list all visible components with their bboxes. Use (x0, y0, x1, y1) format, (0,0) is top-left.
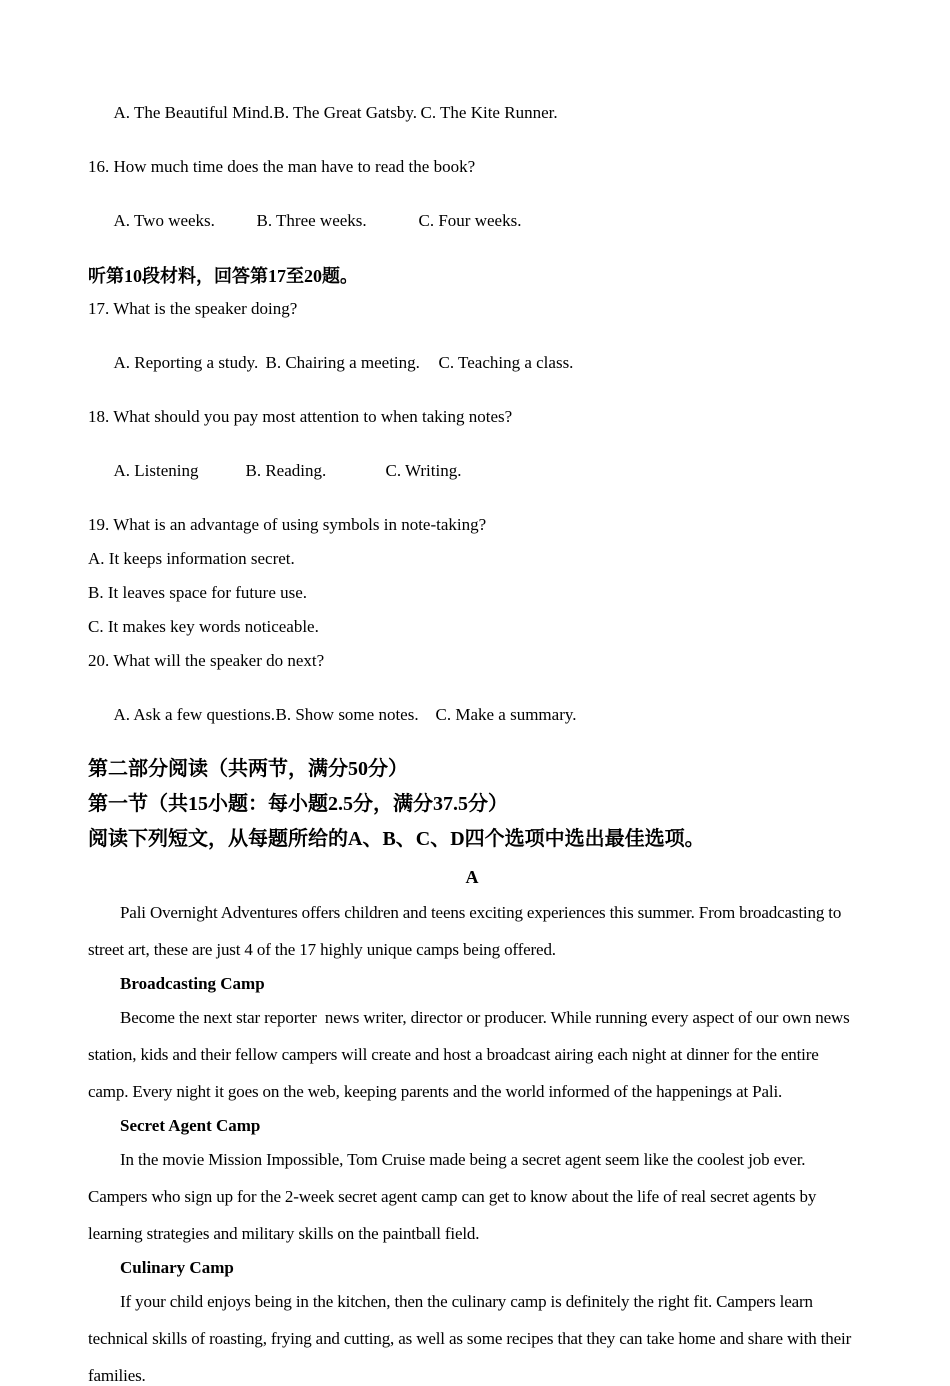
passage-a-label: A (465, 867, 479, 887)
reading-part-heading: 第二部分阅读（共两节，满分50分） (88, 758, 408, 780)
q19-option-c: C. It makes key words noticeable. (88, 617, 319, 636)
secret-agent-line-3: learning strategies and military skills on the paintball field. (88, 1224, 480, 1243)
q20-text: 20. What will the speaker do next? (88, 651, 325, 670)
secret-agent-line-2: Campers who sign up for the 2-week secret agent camp can get to know about the life of real secret agents by (88, 1187, 817, 1206)
q20-options-line (88, 685, 856, 745)
q16-option-c: C. Four weeks. (418, 211, 522, 230)
broadcasting-line-2: station, kids and their fellow campers will create and host a broadcast airing each night at dinner for the entire (88, 1045, 819, 1064)
q16-option-a: A. Two weeks. (113, 211, 215, 230)
q15-option-a: A. The Beautiful Mind. (113, 103, 274, 122)
q16-options-line (88, 191, 856, 251)
culinary-line-1: If your child enjoys being in the kitchen, then the culinary camp is definitely the right fit. Campers learn (120, 1292, 813, 1311)
secret-agent-line-1: In the movie Mission Impossible, Tom Cruise made being a secret agent seem like the coolest job ever. (120, 1150, 806, 1169)
q19-text: 19. What is an advantage of using symbols in note-taking? (88, 515, 487, 534)
camp-title-secret-agent: Secret Agent Camp (120, 1116, 261, 1135)
q17-text: 17. What is the speaker doing? (88, 299, 298, 318)
broadcasting-line-1: Become the next star reporter news writer, director or producer. While running every aspect of our own news (120, 1008, 850, 1027)
q15-option-c: C. The Kite Runner. (420, 103, 558, 122)
q20-option-a: A. Ask a few questions. (113, 705, 275, 724)
q18-options-line (88, 441, 856, 501)
q15-options-line (88, 83, 856, 143)
q19-option-b: B. It leaves space for future use. (88, 583, 308, 602)
q19-option-a: A. It keeps information secret. (88, 549, 295, 568)
q17-option-c: C. Teaching a class. (438, 353, 574, 372)
q15-option-b: B. The Great Gatsby. (273, 103, 418, 122)
q18-option-a: A. Listening (113, 461, 199, 480)
camp-title-culinary: Culinary Camp (120, 1258, 234, 1277)
culinary-line-3: families. (88, 1366, 146, 1385)
camp-title-broadcasting: Broadcasting Camp (120, 974, 265, 993)
culinary-line-2: technical skills of roasting, frying and cutting, as well as some recipes that they can take home and share with their (88, 1329, 852, 1348)
q18-option-b: B. Reading. (245, 461, 327, 480)
q18-option-c: C. Writing. (385, 461, 462, 480)
q17-options-line (88, 333, 856, 393)
q17-option-a: A. Reporting a study. (113, 353, 259, 372)
q16-option-b: B. Three weeks. (256, 211, 367, 230)
broadcasting-line-3: camp. Every night it goes on the web, keeping parents and the world informed of the happenings at Pali. (88, 1082, 783, 1101)
q16-text: 16. How much time does the man have to read the book? (88, 157, 476, 176)
passage-intro-line-1: Pali Overnight Adventures offers children and teens exciting experiences this summer. From broadcasting to (120, 903, 842, 922)
q18-text: 18. What should you pay most attention to when taking notes? (88, 407, 513, 426)
reading-section-heading: 第一节（共15小题：每小题2.5分，满分37.5分） (88, 793, 508, 815)
q20-option-c: C. Make a summary. (435, 705, 577, 724)
listening-section-direction: 听第10段材料，回答第17至20题。 (88, 266, 358, 286)
reading-instruction: 阅读下列短文，从每题所给的A、B、C、D四个选项中选出最佳选项。 (88, 828, 705, 850)
q20-option-b: B. Show some notes. (275, 705, 419, 724)
q17-option-b: B. Chairing a meeting. (265, 353, 420, 372)
passage-intro-line-2: street art, these are just 4 of the 17 highly unique camps being offered. (88, 940, 556, 959)
